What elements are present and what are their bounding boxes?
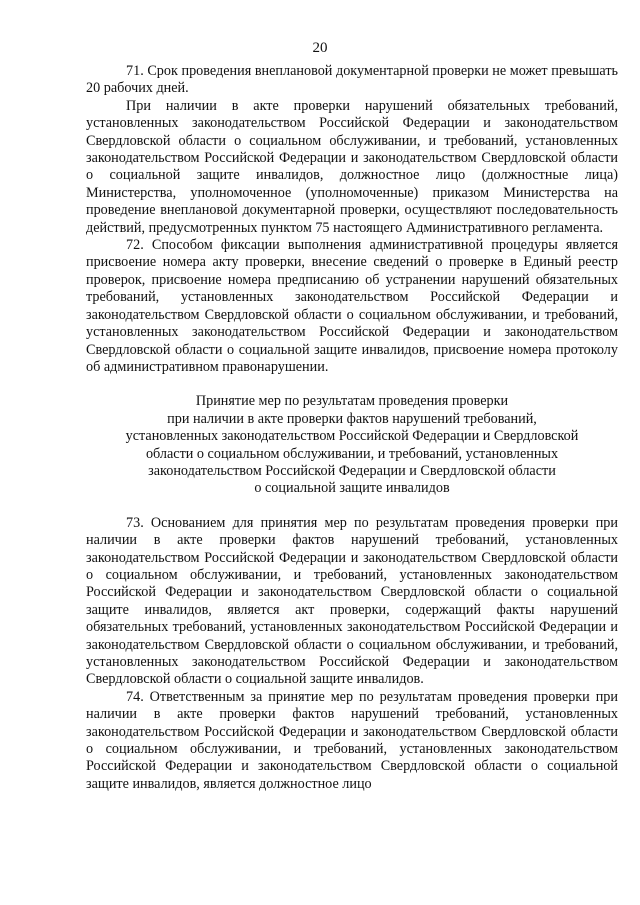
heading-line: Принятие мер по результатам проведения проверки [195,393,509,410]
paragraph-74: 74. Ответственным за принятие мер по результатам проведения проверки при наличии в акте проверки фактов нарушений требований, установленных законодательством Российской Федерации и законодательством Свердловской области о социальном обслуживании, и требований, установленных законодательством Российской Федерации и законодательством Свердловской области о социальной защите инвалидов, является должностное лицо [86,688,618,792]
page-number: 20 [312,40,328,56]
paragraph-71: 71. Срок проведения внеплановой документарной проверки не может превышать 20 рабочих дней. [86,63,618,97]
heading-line: области о социальном обслуживании, и требований, установленных [145,445,559,462]
paragraph-72: 72. Способом фиксации выполнения административной процедуры является присвоение номера акту проверки, внесение сведений о проверке в Единый реестр проверок, присвоение номера предписанию об устранении нарушений обязательных требований, установленных законодательством Российской Федерации и законодательством Свердловской области о социальном обслуживании, и требований, установленных законодательством Российской Федерации и законодательством Свердловской области о социальной защите инвалидов, присвоение номера протоколу об административном правонарушении. [86,237,618,375]
heading-line: законодательством Российской Федерации и Свердловской области [148,462,556,479]
heading-line: при наличии в акте проверки фактов нарушений требований, [167,410,537,427]
heading-line: о социальной защите инвалидов [254,480,450,497]
paragraph-73: 73. Основанием для принятия мер по результатам проведения проверки при наличии в акте проверки фактов нарушений требований, установленных законодательством Российской Федерации и законодательством Свердловской области о социальном обслуживании, и требований, установленных законодательством Российской Федерации и законодательством Свердловской области о социальной защите инвалидов, является акт проверки, содержащий факты нарушений обязательных требований, установленных законодательством Российской Федерации и законодательством Свердловской области о социальном обслуживании, и требований, установленных законодательством Российской Федерации и законодательством Свердловской области о социальной защите инвалидов. [86,514,618,688]
paragraph-71-continuation: При наличии в акте проверки нарушений обязательных требований, установленных законодательством Российской Федерации и законодательством Свердловской области о социальном обслуживании, и требований, установленных законодательством Российской Федерации и законодательством Свердловской области о социальной защите инвалидов, должностное лицо (должностные лица) Министерства, уполномоченное (уполномоченные) приказом Министерства на проведение внеплановой документарной проверки, осуществляют последовательность действий, предусмотренных пунктом 75 настоящего Административного регламента. [86,97,618,236]
document-body [86,63,618,793]
heading-line: установленных законодательством Российской Федерации и Свердловской [125,428,579,445]
section-heading [86,393,618,497]
